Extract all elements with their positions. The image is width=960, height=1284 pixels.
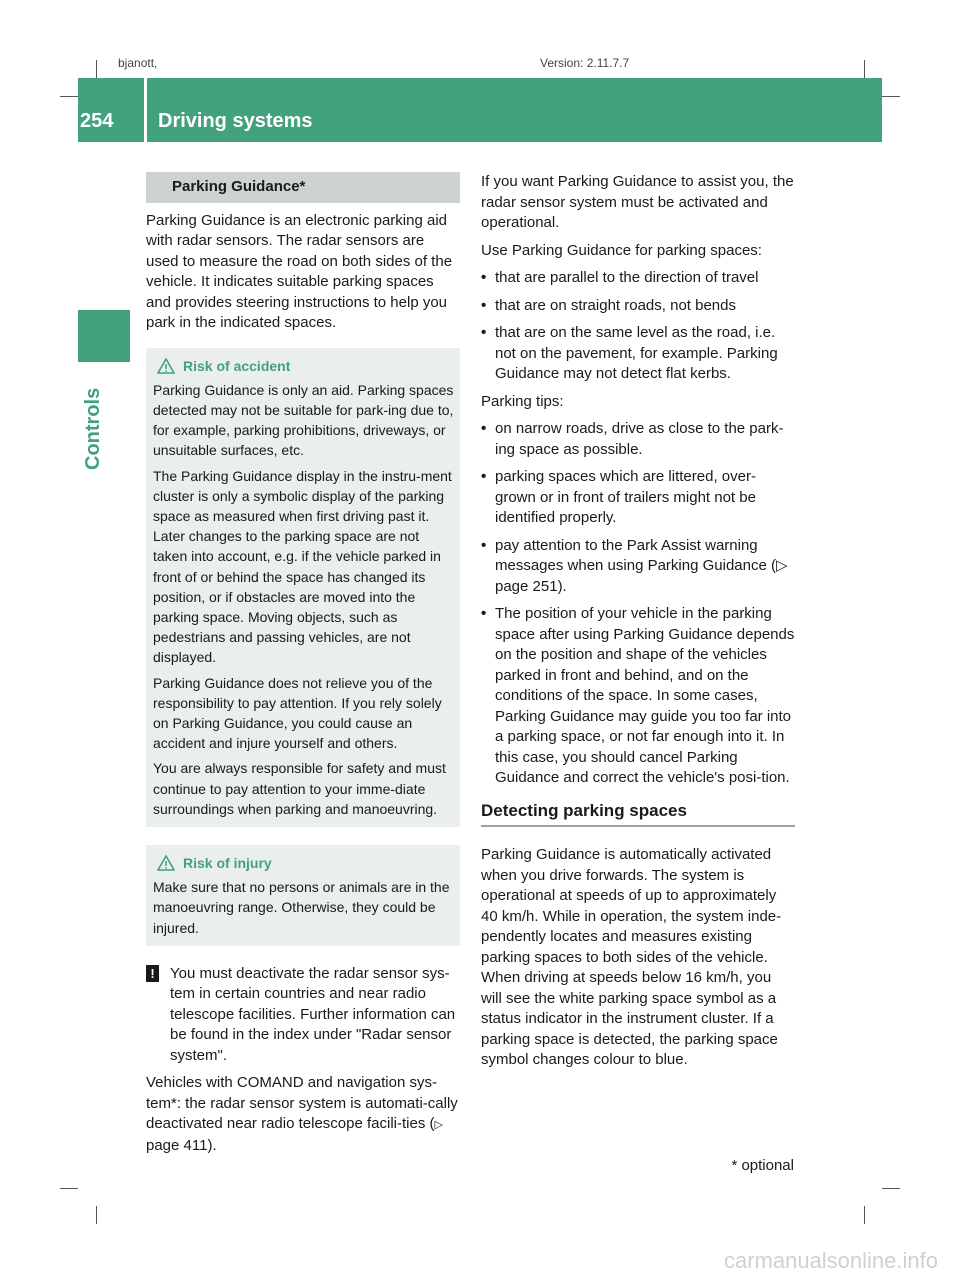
list-item [481, 419, 795, 460]
list-item [481, 296, 795, 317]
crop-mark [60, 1188, 78, 1189]
warning-paragraph: Parking Guidance is only an aid. Parking spaces detected may not be suitable for park-ing due to, for example, parking prohibitions, driveways, or unsuitable surfaces, etc. [153, 381, 454, 459]
meta-left: bjanott, [118, 56, 158, 70]
crop-mark [96, 1206, 97, 1224]
warning-box-injury [146, 845, 460, 946]
list-item [481, 323, 795, 385]
warning-title: Risk of injury [183, 854, 272, 871]
left-column [146, 172, 460, 1163]
warning-title: Risk of accident [183, 357, 291, 374]
list-item-text: pay attention to the Park Assist warning messages when using Parking Guidance (▷ page 251). [495, 536, 788, 595]
side-tab-label: Controls [82, 387, 104, 470]
section-title: Parking Guidance* [146, 172, 460, 203]
bullet-icon: • [481, 536, 487, 554]
warning-paragraph: Make sure that no persons or animals are in the manoeuvring range. Otherwise, they could be injured. [153, 879, 450, 936]
bullet-icon: • [481, 324, 487, 341]
warning-header [153, 356, 454, 376]
comand-text: Vehicles with COMAND and navigation sys-tem*: the radar sensor system is automati-cally deactivated near radio telescope facili-ties ( [146, 1074, 458, 1133]
list-item-text: The position of your vehicle in the parking space after using Parking Guidance depends on the position and shape of the vehicles parked in front and behind, and on the conditions of the space. In some cases, Parking Guidance may guide you too far into a parking space, or not far enough into it. In this case, you should cancel Parking Guidance and correct the vehicle's posi-tion. [495, 605, 795, 786]
warning-paragraph: The Parking Guidance display in the instru-ment cluster is only a symbolic display of the parking space as measured when first driving past it. Later changes to the parking space are not taken into account, e.g. if the vehicle parked in front of or behind the space has changed its position, or if obstacles are moved into the parking space. Moving objects, such as pedestrians and passing vehicles, are not displayed. [153, 467, 452, 666]
note-block [146, 964, 460, 1067]
list-item [481, 268, 795, 289]
warning-triangle-icon [157, 358, 175, 374]
list-item-text: that are on straight roads, not bends [495, 296, 736, 314]
crop-mark [882, 1188, 900, 1189]
list-item-text: that are parallel to the direction of travel [495, 269, 759, 286]
intro-paragraph: Parking Guidance is an electronic parking aid with radar sensors. The radar sensors are used to measure the road on both sides of the vehicle. It indicates suitable parking spaces and provides steering instructions to help you park in the indicated spaces. [146, 211, 453, 331]
paragraph: Use Parking Guidance for parking spaces: [481, 241, 762, 259]
crop-mark [96, 60, 97, 78]
note-text: You must deactivate the radar sensor sys-tem in certain countries and near radio telescope facilities. Further information can be found in the index under "Radar sensor system". [170, 964, 456, 1064]
list-item [481, 536, 795, 598]
warning-header [153, 853, 454, 873]
crop-mark [864, 60, 865, 78]
list-item-text: parking spaces which are littered, over-grown or in front of trailers might not be identified properly. [495, 468, 756, 526]
crop-mark [60, 96, 78, 97]
bullet-icon: • [481, 269, 487, 286]
page-title: Driving systems [158, 110, 313, 132]
section-heading: Detecting parking spaces [481, 801, 795, 828]
crop-mark [864, 1206, 865, 1224]
paragraph: Parking Guidance is automatically activated when you drive forwards. The system is operational at speeds of up to approximately 40 km/h. While in operation, the system inde-pendently locates and measures existing parking spaces to both sides of the vehicle. When driving at speeds below 16 km/h, you will see the white parking space symbol as a status indicator in the instrument cluster. If a parking space is detected, the parking space symbol changes colour to blue. [481, 846, 782, 1068]
right-column [481, 172, 795, 1078]
list-item [481, 467, 795, 529]
bullet-icon: • [481, 420, 487, 437]
paragraph: Parking tips: [481, 392, 564, 410]
list-item-text: on narrow roads, drive as close to the park-ing space as possible. [495, 420, 784, 458]
exclamation-icon: ! [146, 965, 159, 982]
crop-mark [882, 96, 900, 97]
optional-footnote: * optional [731, 1157, 794, 1174]
list-item-text: that are on the same level as the road, i.e. not on the pavement, for example. Parking Guidance may not detect flat kerbs. [495, 324, 778, 382]
page-ref-link[interactable]: page 411). [146, 1136, 217, 1154]
warning-box-accident [146, 348, 460, 827]
bullet-icon: • [481, 468, 487, 485]
list-item [481, 604, 795, 789]
page-ref-arrow-icon: ▷ [434, 1119, 443, 1132]
warning-paragraph: Parking Guidance does not relieve you of the responsibility to pay attention. If you rely solely on Parking Guidance, you could cause an accident and injure yourself and others. [153, 674, 442, 752]
watermark: carmanualsonline.info [723, 1248, 938, 1273]
warning-triangle-icon [157, 855, 175, 871]
paragraph: If you want Parking Guidance to assist you, the radar sensor system must be activated and operational. [481, 173, 794, 231]
page-number: 254 [80, 110, 114, 132]
meta-right: Version: 2.11.7.7 [540, 56, 630, 70]
bullet-icon: • [481, 296, 487, 314]
side-tab [78, 310, 130, 362]
warning-paragraph: You are always responsible for safety and must continue to pay attention to your imme-diate surroundings when parking and manoeuvring. [153, 760, 446, 817]
comand-paragraph [146, 1073, 460, 1156]
bullet-icon: • [481, 605, 487, 622]
